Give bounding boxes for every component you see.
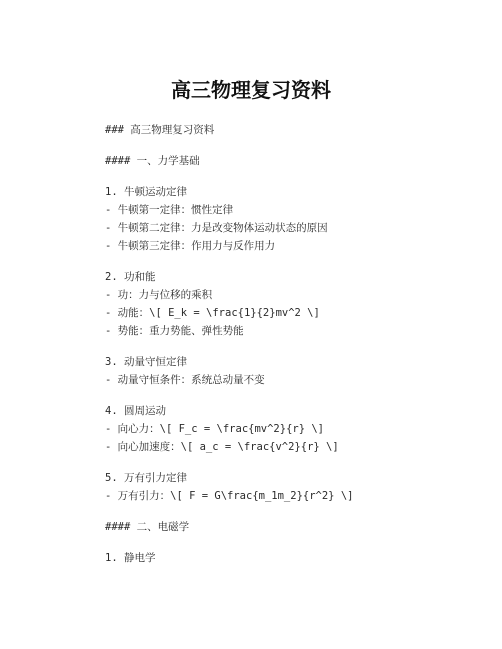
topic-heading: 5. 万有引力定律 xyxy=(105,472,187,484)
list-item: - 牛顿第一定律：惯性定律 xyxy=(105,204,234,216)
document-title: 高三物理复习资料 xyxy=(171,78,331,102)
list-item: - 动能：\[ E_k = \frac{1}{2}mv^2 \] xyxy=(105,307,320,319)
list-item: - 势能：重力势能、弹性势能 xyxy=(105,325,244,337)
section-heading: #### 二、电磁学 xyxy=(105,521,190,533)
heading-h3: ### 高三物理复习资料 xyxy=(105,124,215,136)
topic-heading: 2. 功和能 xyxy=(105,271,156,283)
list-item: - 牛顿第二定律：力是改变物体运动状态的原因 xyxy=(105,222,328,234)
list-item: - 向心加速度：\[ a_c = \frac{v^2}{r} \] xyxy=(105,441,339,453)
topic-heading: 4. 圆周运动 xyxy=(105,405,166,417)
section-heading: #### 一、力学基础 xyxy=(105,155,200,167)
list-item: - 功：力与位移的乘积 xyxy=(105,289,213,301)
list-item: - 动量守恒条件：系统总动量不变 xyxy=(105,374,265,386)
list-item: - 万有引力：\[ F = G\frac{m_1m_2}{r^2} \] xyxy=(105,490,354,502)
topic-heading: 3. 动量守恒定律 xyxy=(105,356,187,368)
topic-heading: 1. 牛顿运动定律 xyxy=(105,186,187,198)
topic-heading: 1. 静电学 xyxy=(105,552,156,564)
list-item: - 向心力：\[ F_c = \frac{mv^2}{r} \] xyxy=(105,423,325,435)
list-item: - 牛顿第三定律：作用力与反作用力 xyxy=(105,240,276,252)
document-body xyxy=(105,122,485,564)
